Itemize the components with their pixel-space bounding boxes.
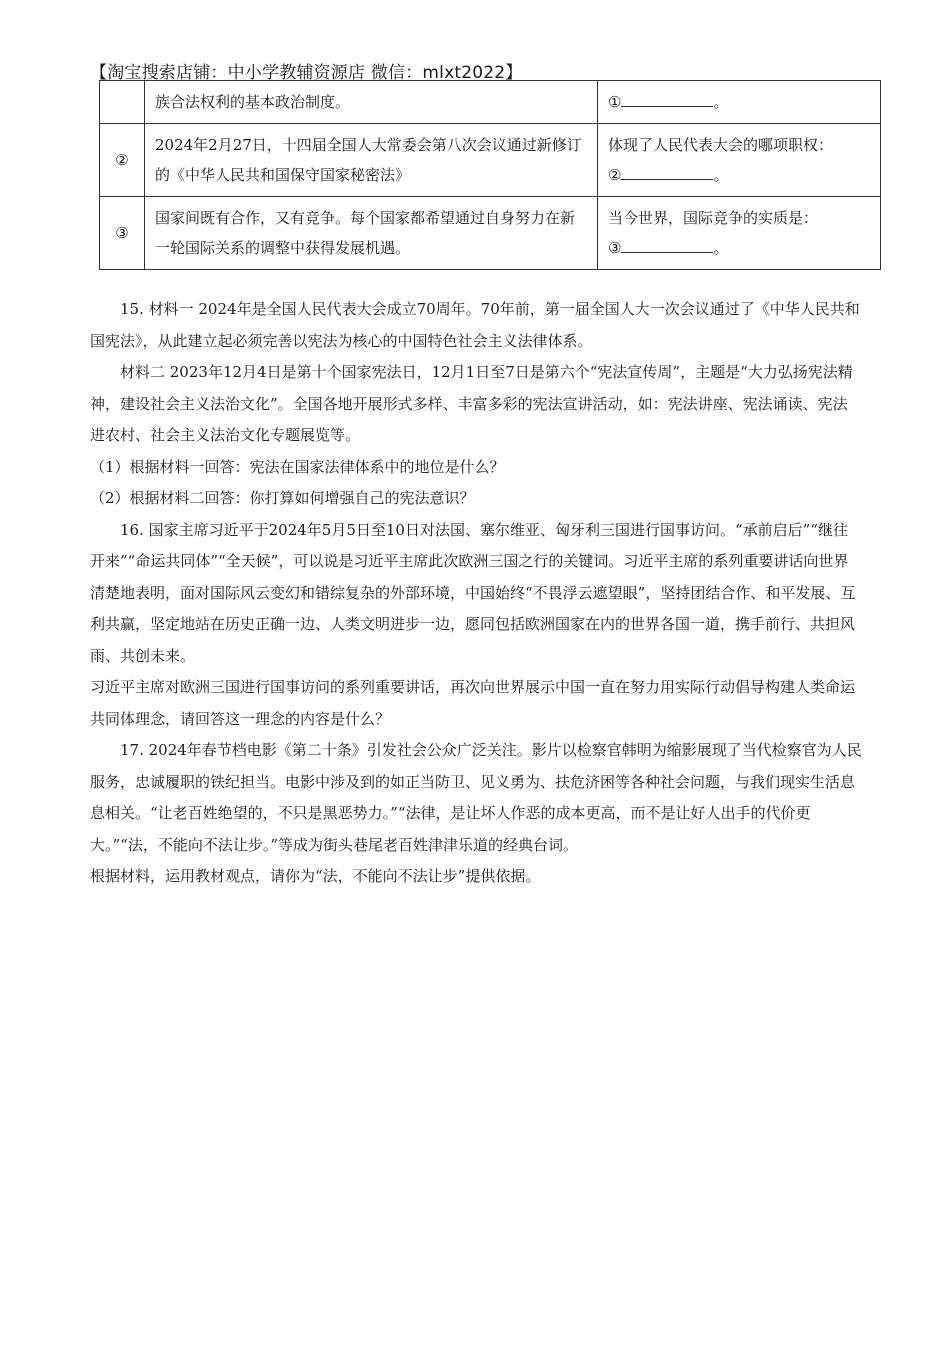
row-number: ② xyxy=(100,124,145,197)
row-content: 族合法权利的基本政治制度。 xyxy=(145,81,598,124)
answer-suffix: 。 xyxy=(713,93,729,111)
row-answer xyxy=(598,197,881,270)
answer-label: ① xyxy=(608,93,622,111)
row-answer xyxy=(598,124,881,197)
answer-blank[interactable] xyxy=(621,92,713,107)
answer-blank[interactable] xyxy=(621,165,713,180)
table-row xyxy=(100,197,881,270)
answer-prompt: 当今世界，国际竞争的实质是： xyxy=(608,209,819,227)
q17-material: 17. 2024年春节档电影《第二十条》引发社会公众广泛关注。影片以检察官韩明为缩影展现了当代检察官为人民服务，忠诚履职的铁纪担当。电影中涉及到的如正当防卫、见义勇为、扶危济困等各种社会问题，与我们现实生活息息相关。“让老百姓绝望的，不只是黑恶势力。”“法律，是让坏人作恶的成本更高，而不是让好人出手的代价更大。”“法，不能向不法让步。”等成为街头巷尾老百姓津津乐道的经典台词。 xyxy=(90,741,862,854)
answer-suffix: 。 xyxy=(713,239,729,257)
row-content: 2024年2月27日，十四届全国人大常委会第八次会议通过新修订的《中华人民共和国保守国家秘密法》 xyxy=(145,124,598,197)
page-header-watermark: 【淘宝搜索店铺：中小学教辅资源店 微信：mlxt2022】 xyxy=(90,63,523,83)
q15-material2: 材料二 2023年12月4日是第十个国家宪法日，12月1日至7日是第六个“宪法宣传周”，主题是“大力弘扬宪法精神，建设社会主义法治文化”。全国各地开展形式多样、丰富多彩的宪法宣讲活动，如：宪法讲座、宪法诵读、宪法进农村、社会主义法治文化专题展览等。 xyxy=(90,363,853,444)
q15-material1: 15. 材料一 2024年是全国人民代表大会成立70周年。70年前，第一届全国人大一次会议通过了《中华人民共和国宪法》，从此建立起必须完善以宪法为核心的中国特色社会主义法律体系。 xyxy=(90,300,860,350)
answer-suffix: 。 xyxy=(713,166,729,184)
answer-blank[interactable] xyxy=(621,238,713,253)
row-number: ③ xyxy=(100,197,145,270)
row-content: 国家间既有合作，又有竞争。每个国家都希望通过自身努力在新一轮国际关系的调整中获得发展机遇。 xyxy=(145,197,598,270)
question-table xyxy=(99,80,881,270)
table-row xyxy=(100,124,881,197)
row-answer xyxy=(598,81,881,124)
q16-question: 习近平主席对欧洲三国进行国事访问的系列重要讲话，再次向世界展示中国一直在努力用实际行动倡导构建人类命运共同体理念，请回答这一理念的内容是什么？ xyxy=(90,678,856,728)
q15-sub2: （2）根据材料二回答：你打算如何增强自己的宪法意识？ xyxy=(90,489,475,507)
answer-label: ③ xyxy=(608,239,622,257)
answer-label: ② xyxy=(608,166,622,184)
row-number xyxy=(100,81,145,124)
q17-question: 根据材料，运用教材观点，请你为“法，不能向不法让步”提供依据。 xyxy=(90,867,541,885)
q16-material: 16. 国家主席习近平于2024年5月5日至10日对法国、塞尔维亚、匈牙利三国进行国事访问。“承前启后”“继往开来”“命运共同体”“全天候”，可以说是习近平主席此次欧洲三国之行的关键词。习近平主席的系列重要讲话向世界清楚地表明，面对国际风云变幻和错综复杂的外部环境，中国始终“不畏浮云遮望眼”，坚持团结合作、和平发展、互利共赢，坚定地站在历史正确一边、人类文明进步一边，愿同包括欧洲国家在内的世界各国一道，携手前行、共担风雨、共创未来。 xyxy=(90,520,856,665)
table-row xyxy=(100,81,881,124)
q15-sub1: （1）根据材料一回答：宪法在国家法律体系中的地位是什么？ xyxy=(90,457,505,476)
questions-body xyxy=(90,294,862,893)
answer-prompt: 体现了人民代表大会的哪项职权： xyxy=(608,136,834,154)
